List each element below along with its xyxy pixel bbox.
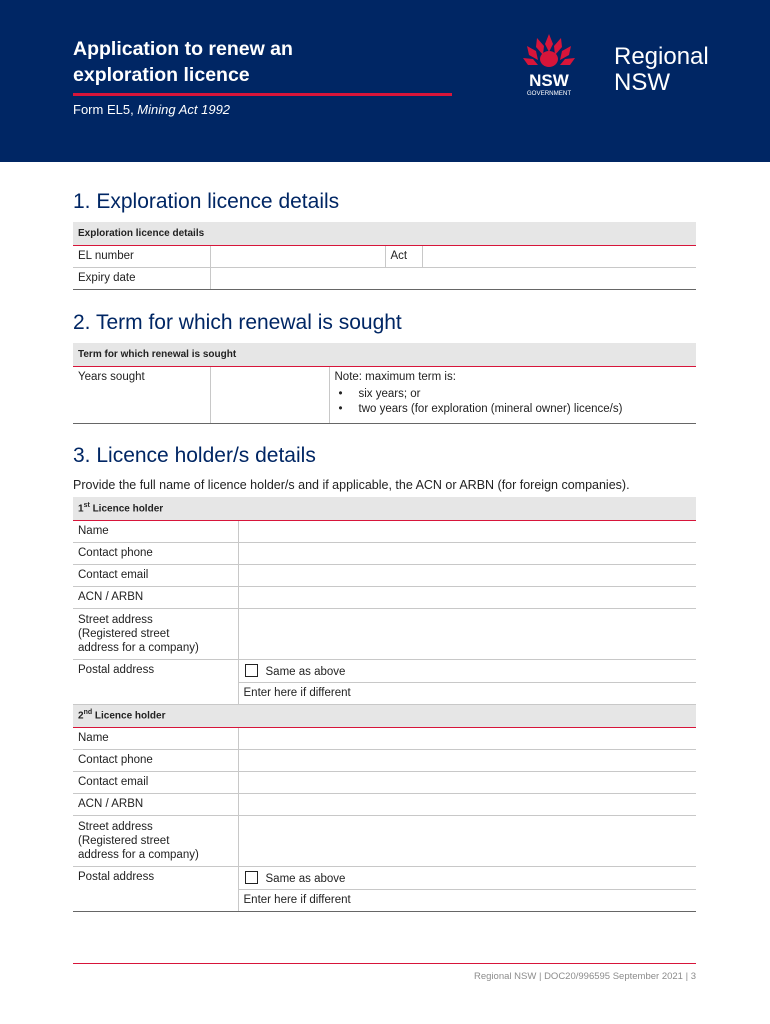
holder-1-street-field[interactable] [238, 608, 696, 659]
maximum-term-note [329, 366, 696, 423]
holder-2-phone-label: Contact phone [73, 749, 238, 771]
holder-2-acn-label: ACN / ARBN [73, 793, 238, 815]
holder-1-acn-field[interactable] [238, 586, 696, 608]
holder-2-title-text: Licence holder [92, 710, 166, 722]
holder-2-title [73, 704, 696, 727]
list-item: • six years; or [335, 387, 692, 402]
expiry-date-label: Expiry date [73, 267, 210, 289]
holder-2-street-field[interactable] [238, 815, 696, 866]
street-label-line: Street address [78, 613, 153, 626]
holder-1-ordinal-suffix: st [83, 502, 90, 510]
holder-1-name-label: Name [73, 520, 238, 542]
note-title: Note: maximum term is: [334, 370, 456, 383]
holder-1-email-label: Contact email [73, 564, 238, 586]
el-number-field[interactable] [210, 245, 385, 267]
holder-2-phone-field[interactable] [238, 749, 696, 771]
expiry-date-field[interactable] [210, 267, 696, 289]
header-banner [0, 0, 770, 162]
table-row [73, 749, 696, 771]
form-number: Form EL5, [73, 102, 138, 117]
holder-2-street-label [73, 815, 238, 866]
holder-1-title [73, 497, 696, 520]
street-label-line: address for a company) [78, 641, 199, 654]
street-label-line: (Registered street [78, 627, 170, 640]
title-divider [73, 93, 452, 96]
form-title [73, 36, 403, 88]
form-title-line2: exploration licence [73, 64, 250, 86]
holder-1-phone-field[interactable] [238, 542, 696, 564]
table-row [73, 771, 696, 793]
table-row [73, 586, 696, 608]
form-subtitle [73, 102, 230, 117]
holder-2-postal-label: Postal address [73, 866, 238, 911]
act-field[interactable] [422, 245, 696, 267]
regional-nsw-logo [614, 44, 709, 96]
renewal-term-table [73, 343, 696, 424]
years-sought-field[interactable] [210, 366, 329, 423]
holder-2-header-row [73, 704, 696, 727]
holder-2-acn-field[interactable] [238, 793, 696, 815]
table-header: Exploration licence details [73, 222, 696, 245]
section2-heading: 2. Term for which renewal is sought [73, 311, 402, 334]
nsw-waratah-logo [517, 32, 581, 98]
holder-2-same-as-above[interactable] [238, 866, 696, 889]
holder-1-name-field[interactable] [238, 520, 696, 542]
table-header: Term for which renewal is sought [73, 343, 696, 366]
holder-1-phone-label: Contact phone [73, 542, 238, 564]
licence-details-table [73, 222, 696, 290]
checkbox[interactable] [245, 664, 258, 677]
page-footer: Regional NSW | DOC20/996595 September 2021 | 3 [474, 971, 696, 982]
el-number-label: EL number [73, 245, 210, 267]
holder-2-name-field[interactable] [238, 727, 696, 749]
street-label-line: (Registered street [78, 834, 170, 847]
holder-2-email-field[interactable] [238, 771, 696, 793]
holder-2-name-label: Name [73, 727, 238, 749]
years-sought-label: Years sought [73, 366, 210, 423]
holder-1-postal-field[interactable]: Enter here if different [238, 682, 696, 704]
table-row [73, 267, 696, 289]
note-list [335, 387, 692, 417]
table-row [73, 659, 696, 682]
form-act: Mining Act 1992 [137, 102, 231, 117]
table-row [73, 793, 696, 815]
same-as-above-label: Same as above [265, 665, 346, 678]
holder-2-ordinal-suffix: nd [83, 709, 93, 717]
holder-1-ordinal: 1 [78, 503, 84, 515]
section3-intro: Provide the full name of licence holder/s and if applicable, the ACN or ARBN (for foreign companies). [73, 478, 630, 492]
table-row [73, 866, 696, 889]
holder-2-ordinal: 2 [78, 710, 84, 722]
table-row [73, 245, 696, 267]
table-row [73, 608, 696, 659]
table-header-row [73, 343, 696, 366]
table-row [73, 542, 696, 564]
logo-nsw: NSW [614, 69, 670, 96]
table-row [73, 727, 696, 749]
logo-nsw-text: NSW [529, 71, 569, 90]
footer-divider [73, 963, 696, 964]
holder-2-email-label: Contact email [73, 771, 238, 793]
table-row [73, 520, 696, 542]
table-row [73, 366, 696, 423]
street-label-line: address for a company) [78, 848, 199, 861]
act-label: Act [385, 245, 422, 267]
same-as-above-label: Same as above [265, 872, 346, 885]
form-title-line1: Application to renew an [73, 38, 293, 60]
holder-1-title-text: Licence holder [89, 503, 164, 515]
holder-2-postal-field[interactable]: Enter here if different [238, 889, 696, 911]
list-item: • two years (for exploration (mineral owner) licence/s) [335, 402, 692, 417]
holder-1-postal-label: Postal address [73, 659, 238, 704]
logo-government-text: GOVERNMENT [526, 90, 572, 97]
section1-heading: 1. Exploration licence details [73, 190, 340, 213]
logo-regional: Regional [614, 43, 709, 70]
table-header-row [73, 222, 696, 245]
holder-1-same-as-above[interactable] [238, 659, 696, 682]
table-row [73, 815, 696, 866]
holder-1-header-row [73, 497, 696, 520]
holder-1-acn-label: ACN / ARBN [73, 586, 238, 608]
table-row [73, 564, 696, 586]
checkbox[interactable] [245, 871, 258, 884]
street-label-line: Street address [78, 820, 153, 833]
licence-holders-table [73, 497, 696, 912]
holder-1-street-label [73, 608, 238, 659]
holder-1-email-field[interactable] [238, 564, 696, 586]
section3-heading: 3. Licence holder/s details [73, 444, 316, 467]
